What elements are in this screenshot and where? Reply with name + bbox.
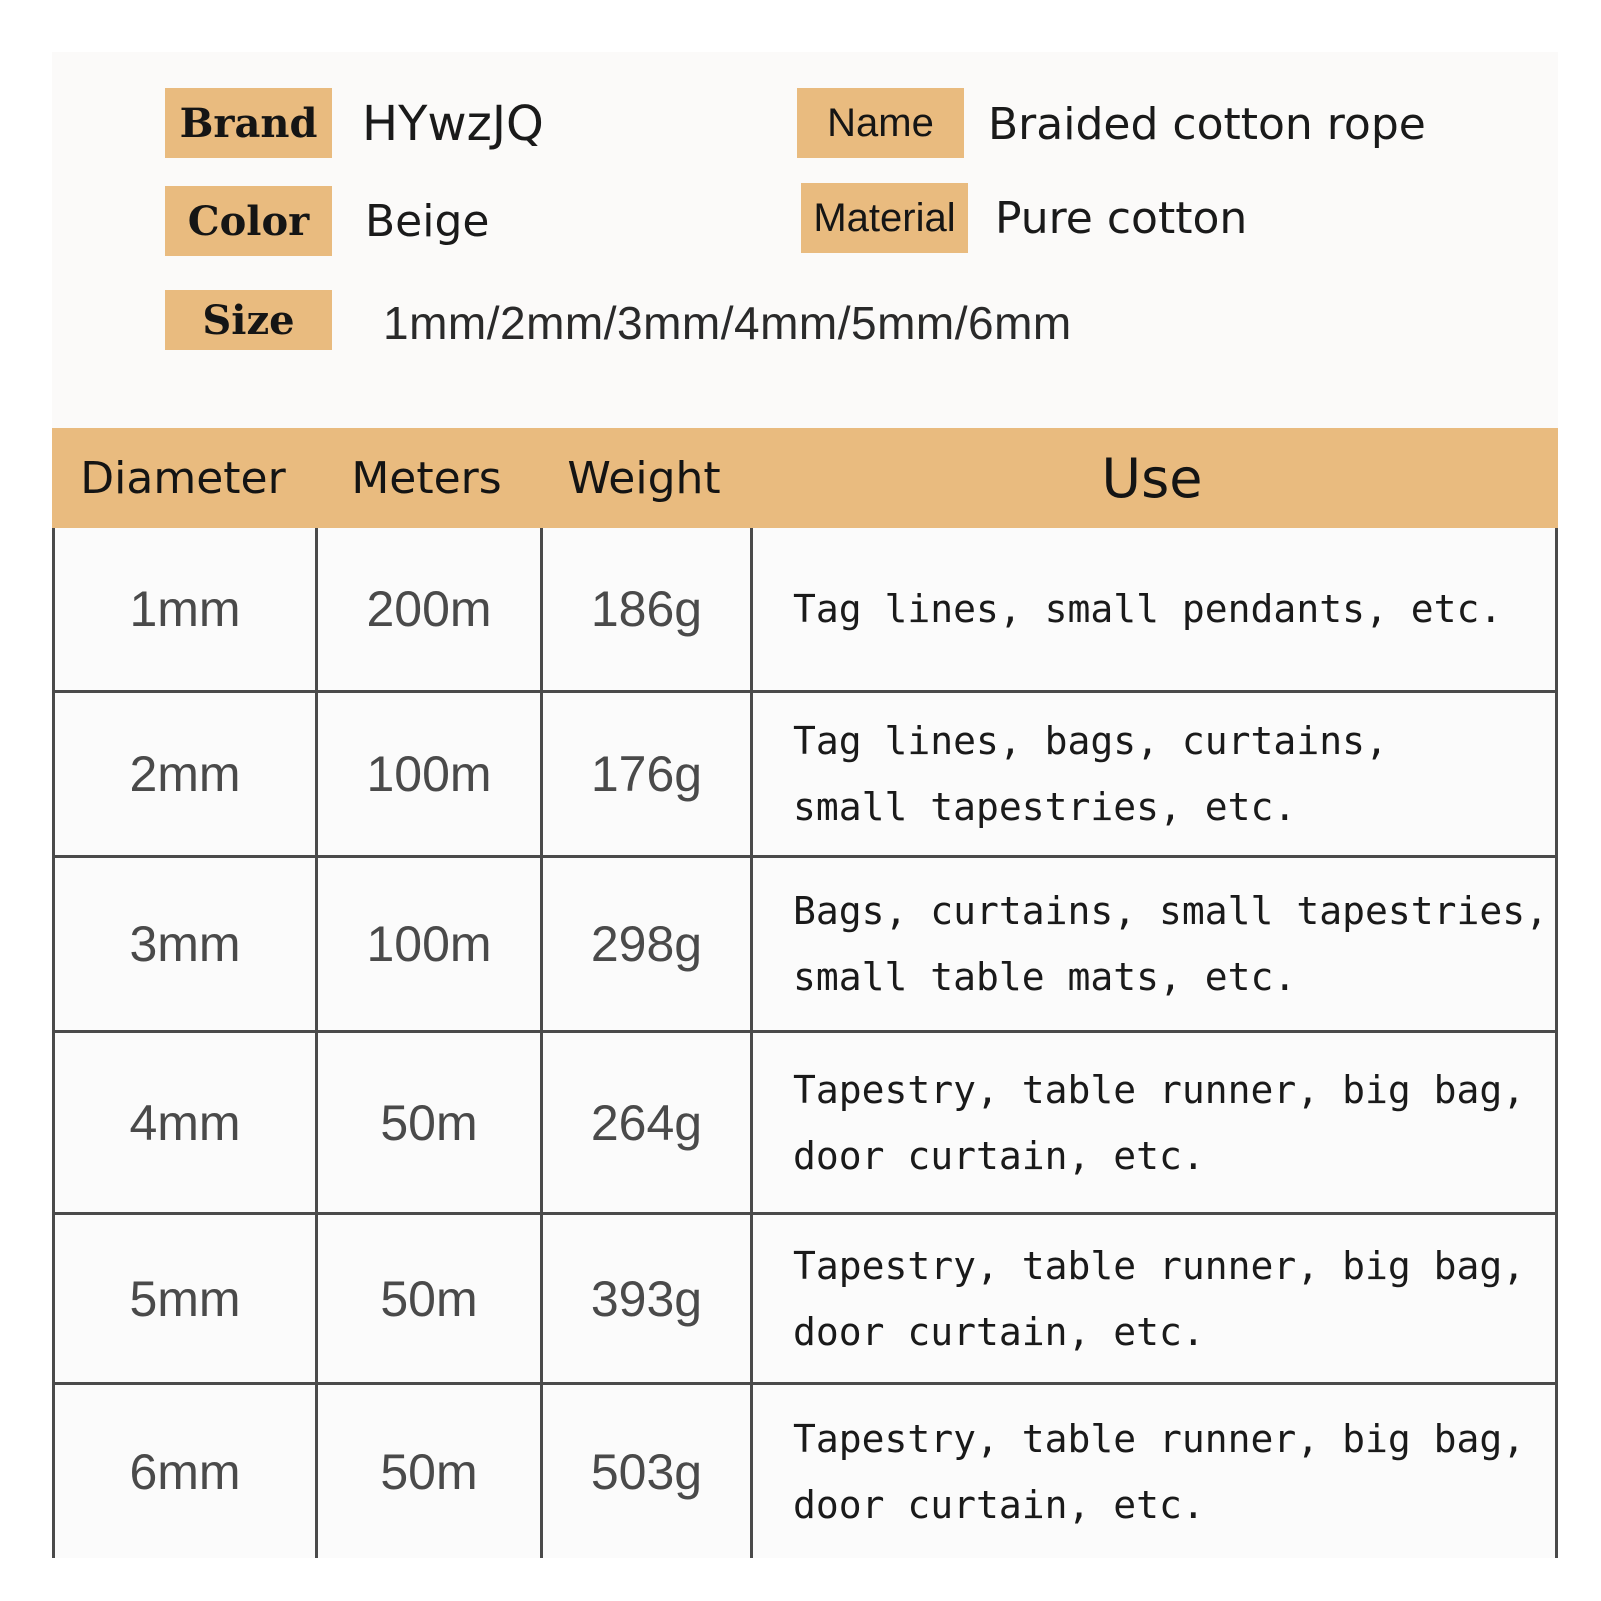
size-value: 1mm/2mm/3mm/4mm/5mm/6mm	[383, 297, 1072, 349]
weight-cell: 393g	[590, 1270, 703, 1327]
brand-value: HYwzJQ	[362, 96, 544, 152]
table-header	[52, 428, 1558, 528]
use-line: Tapestry, table runner, big bag,	[793, 1243, 1526, 1288]
diameter-cell: 4mm	[129, 1094, 241, 1151]
meters-cell: 100m	[366, 746, 492, 802]
header-weight: Weight	[567, 452, 721, 504]
table-row	[55, 1215, 1555, 1385]
weight-cell: 298g	[590, 916, 703, 972]
diameter-cell: 5mm	[129, 1270, 241, 1327]
weight-cell: 176g	[590, 746, 703, 802]
use-cell	[753, 693, 1555, 855]
use-cell	[753, 1033, 1555, 1212]
weight-cell: 186g	[590, 581, 703, 637]
use-line: Bags, curtains, small tapestries,	[793, 889, 1548, 933]
color-label: Color	[165, 186, 332, 256]
meters-cell: 50m	[380, 1443, 478, 1500]
use-line: Tag lines, small pendants, etc.	[793, 587, 1503, 631]
table-row	[55, 858, 1555, 1033]
use-line: Tapestry, table runner, big bag,	[793, 1067, 1526, 1112]
diameter-cell: 3mm	[129, 916, 241, 972]
name-label: Name	[797, 88, 964, 158]
name-value: Braided cotton rope	[988, 99, 1426, 150]
weight-cell: 264g	[590, 1094, 703, 1151]
use-line: small table mats, etc.	[793, 955, 1297, 999]
meters-cell: 50m	[380, 1270, 478, 1327]
spec-table	[52, 528, 1558, 1558]
use-line: door curtain, etc.	[793, 1309, 1205, 1354]
diameter-cell: 6mm	[129, 1443, 241, 1500]
diameter-cell: 1mm	[129, 581, 241, 637]
weight-cell: 503g	[590, 1443, 703, 1500]
use-cell	[753, 858, 1555, 1030]
brand-label: Brand	[165, 88, 332, 158]
use-cell	[753, 528, 1555, 690]
meters-cell: 100m	[366, 916, 492, 972]
header-use: Use	[1101, 446, 1203, 510]
use-line: Tapestry, table runner, big bag,	[793, 1416, 1526, 1461]
header-diameter: Diameter	[80, 452, 286, 504]
table-row	[55, 1033, 1555, 1215]
use-cell	[753, 1385, 1555, 1558]
color-value: Beige	[365, 196, 490, 247]
size-label: Size	[165, 290, 332, 350]
use-line: small tapestries, etc.	[793, 785, 1297, 829]
material-label: Material	[801, 183, 968, 253]
meters-cell: 50m	[380, 1094, 478, 1151]
meters-cell: 200m	[366, 581, 492, 637]
material-value: Pure cotton	[995, 193, 1248, 244]
header-meters: Meters	[351, 452, 502, 504]
table-row	[55, 1385, 1555, 1558]
use-line: Tag lines, bags, curtains,	[793, 719, 1388, 763]
diameter-cell: 2mm	[129, 746, 241, 802]
table-row	[55, 693, 1555, 858]
use-line: door curtain, etc.	[793, 1133, 1205, 1178]
use-line: door curtain, etc.	[793, 1482, 1205, 1527]
table-row	[55, 528, 1555, 693]
use-cell	[753, 1215, 1555, 1382]
